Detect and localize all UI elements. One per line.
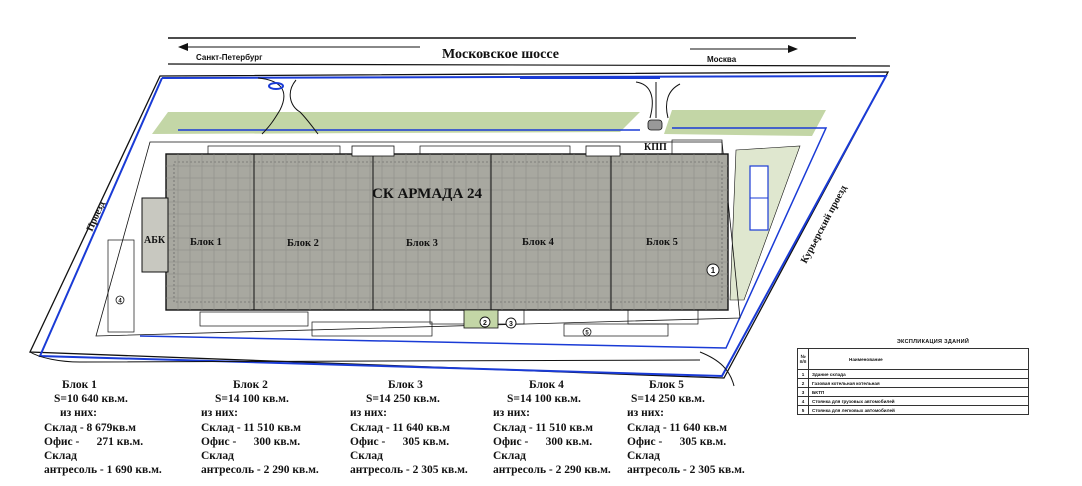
block-label-3: Блок 3 — [406, 238, 438, 249]
dock-north-1 — [352, 146, 394, 156]
south-road — [30, 352, 700, 362]
explication-row-name: Стоянка для легковых автомобилей — [809, 406, 1029, 415]
block-info-warehouse2: Склад — [201, 450, 234, 463]
parking-south — [200, 308, 698, 336]
svg-text:5: 5 — [585, 330, 589, 337]
marker-1 — [707, 264, 719, 276]
side-road-left-label: Проезд — [84, 199, 108, 234]
block-info-office: Офис - 300 кв.м. — [493, 435, 593, 448]
block-info-of-which: из них: — [201, 407, 238, 420]
side-road-right-label: Курьерский проезд — [798, 183, 850, 266]
block-info-of-which: из них: — [627, 407, 664, 420]
block-info-warehouse: Склад - 8 679кв.м — [44, 421, 136, 434]
block-info-title: Блок 4 — [529, 379, 564, 391]
block-info-area: S=14 250 кв.м. — [631, 393, 705, 406]
block-info-warehouse2: Склад — [44, 450, 77, 463]
explication-table — [797, 339, 1029, 415]
explication-title: ЭКСПЛИКАЦИЯ ЗДАНИЙ — [896, 339, 970, 345]
block-info-3 — [350, 378, 468, 477]
block-label-4: Блок 4 — [522, 237, 554, 248]
block-info-2 — [201, 378, 319, 477]
checkpoint-booth — [648, 120, 662, 130]
block-info-area: S=14 100 кв.м. — [507, 393, 581, 406]
block-info-warehouse: Склад - 11 640 кв.м — [627, 421, 727, 434]
office-label: АБК — [144, 235, 166, 246]
block-info-1 — [44, 378, 162, 477]
explication-row-num: 2 — [798, 379, 809, 388]
block-info-warehouse: Склад - 11 640 кв.м — [350, 421, 450, 434]
table-row — [798, 406, 1029, 415]
grass-strip-top-right — [664, 110, 826, 136]
block-info-of-which: из них: — [350, 407, 387, 420]
block-info-of-which: из них: — [60, 407, 97, 420]
svg-text:2: 2 — [483, 320, 487, 327]
explication-row-num: 1 — [798, 370, 809, 379]
entrance-ring-west — [269, 83, 283, 89]
block-info-title: Блок 5 — [649, 379, 684, 391]
block-info-office: Офис - 271 кв.м. — [44, 435, 144, 448]
explication-header-row — [798, 349, 1029, 370]
marker-2 — [480, 317, 490, 327]
explication-grid — [797, 348, 1029, 415]
block-info-office: Офис - 305 кв.м. — [350, 435, 450, 448]
block-info-mezzanine: антресоль - 2 290 кв.м. — [493, 464, 611, 477]
block-info-mezzanine: антресоль - 2 305 кв.м. — [627, 464, 745, 477]
block-info-area: S=14 250 кв.м. — [366, 393, 440, 406]
block-info-5 — [627, 378, 745, 477]
dock-north-2 — [586, 146, 620, 156]
marker-4 — [116, 296, 124, 305]
block-label-2: Блок 2 — [287, 238, 319, 249]
explication-col-name: Наименование — [809, 349, 1029, 370]
block-info-title: Блок 2 — [233, 379, 268, 391]
table-row — [798, 370, 1029, 379]
explication-row-num: 4 — [798, 397, 809, 406]
block-info-mezzanine: антресоль - 2 305 кв.м. — [350, 464, 468, 477]
block-label-5: Блок 5 — [646, 237, 678, 248]
highway-label: Московское шоссе — [442, 47, 559, 62]
explication-col-num: № п/п — [798, 349, 809, 370]
explication-row-num: 5 — [798, 406, 809, 415]
direction-right-label: Москва — [707, 55, 737, 64]
svg-text:1: 1 — [710, 266, 716, 275]
explication-row-name: Газовая котельная котельная — [809, 379, 1029, 388]
explication-row-name: Стоянка для грузовых автомобилей — [809, 397, 1029, 406]
block-info-area: S=10 640 кв.м. — [54, 393, 128, 406]
table-row — [798, 388, 1029, 397]
block-info-warehouse2: Склад — [350, 450, 383, 463]
building-title: СК АРМАДА 24 — [372, 186, 483, 202]
highway-line-bottom — [168, 64, 890, 66]
explication-row-name: Здание склада — [809, 370, 1029, 379]
marker-5 — [583, 328, 591, 337]
table-row — [798, 379, 1029, 388]
explication-row-num: 3 — [798, 388, 809, 397]
block-info-title: Блок 3 — [388, 379, 423, 391]
svg-text:3: 3 — [509, 321, 513, 328]
arrow-right-icon — [788, 45, 798, 53]
checkpoint-label: КПП — [644, 142, 667, 153]
block-info-warehouse: Склад - 11 510 кв.м — [493, 421, 593, 434]
block-info-mezzanine: антресоль - 1 690 кв.м. — [44, 464, 162, 477]
block-info-title: Блок 1 — [62, 379, 97, 391]
block-info-warehouse2: Склад — [493, 450, 526, 463]
parking-west — [108, 240, 134, 332]
direction-left-label: Санкт-Петербург — [196, 53, 263, 62]
block-info-warehouse2: Склад — [627, 450, 660, 463]
block-info-office: Офис - 305 кв.м. — [627, 435, 727, 448]
warehouse-building — [166, 154, 728, 310]
svg-text:4: 4 — [118, 298, 122, 305]
block-info-area: S=14 100 кв.м. — [215, 393, 289, 406]
block-info-office: Офис - 300 кв.м. — [201, 435, 301, 448]
marker-3 — [506, 318, 516, 328]
explication-row-name: БКТП — [809, 388, 1029, 397]
table-row — [798, 397, 1029, 406]
arrow-left-icon — [178, 43, 188, 51]
block-info-4 — [493, 378, 611, 477]
block-info-of-which: из них: — [493, 407, 530, 420]
block-label-1: Блок 1 — [190, 237, 222, 248]
block-info-mezzanine: антресоль - 2 290 кв.м. — [201, 464, 319, 477]
block-info-warehouse: Склад - 11 510 кв.м — [201, 421, 301, 434]
